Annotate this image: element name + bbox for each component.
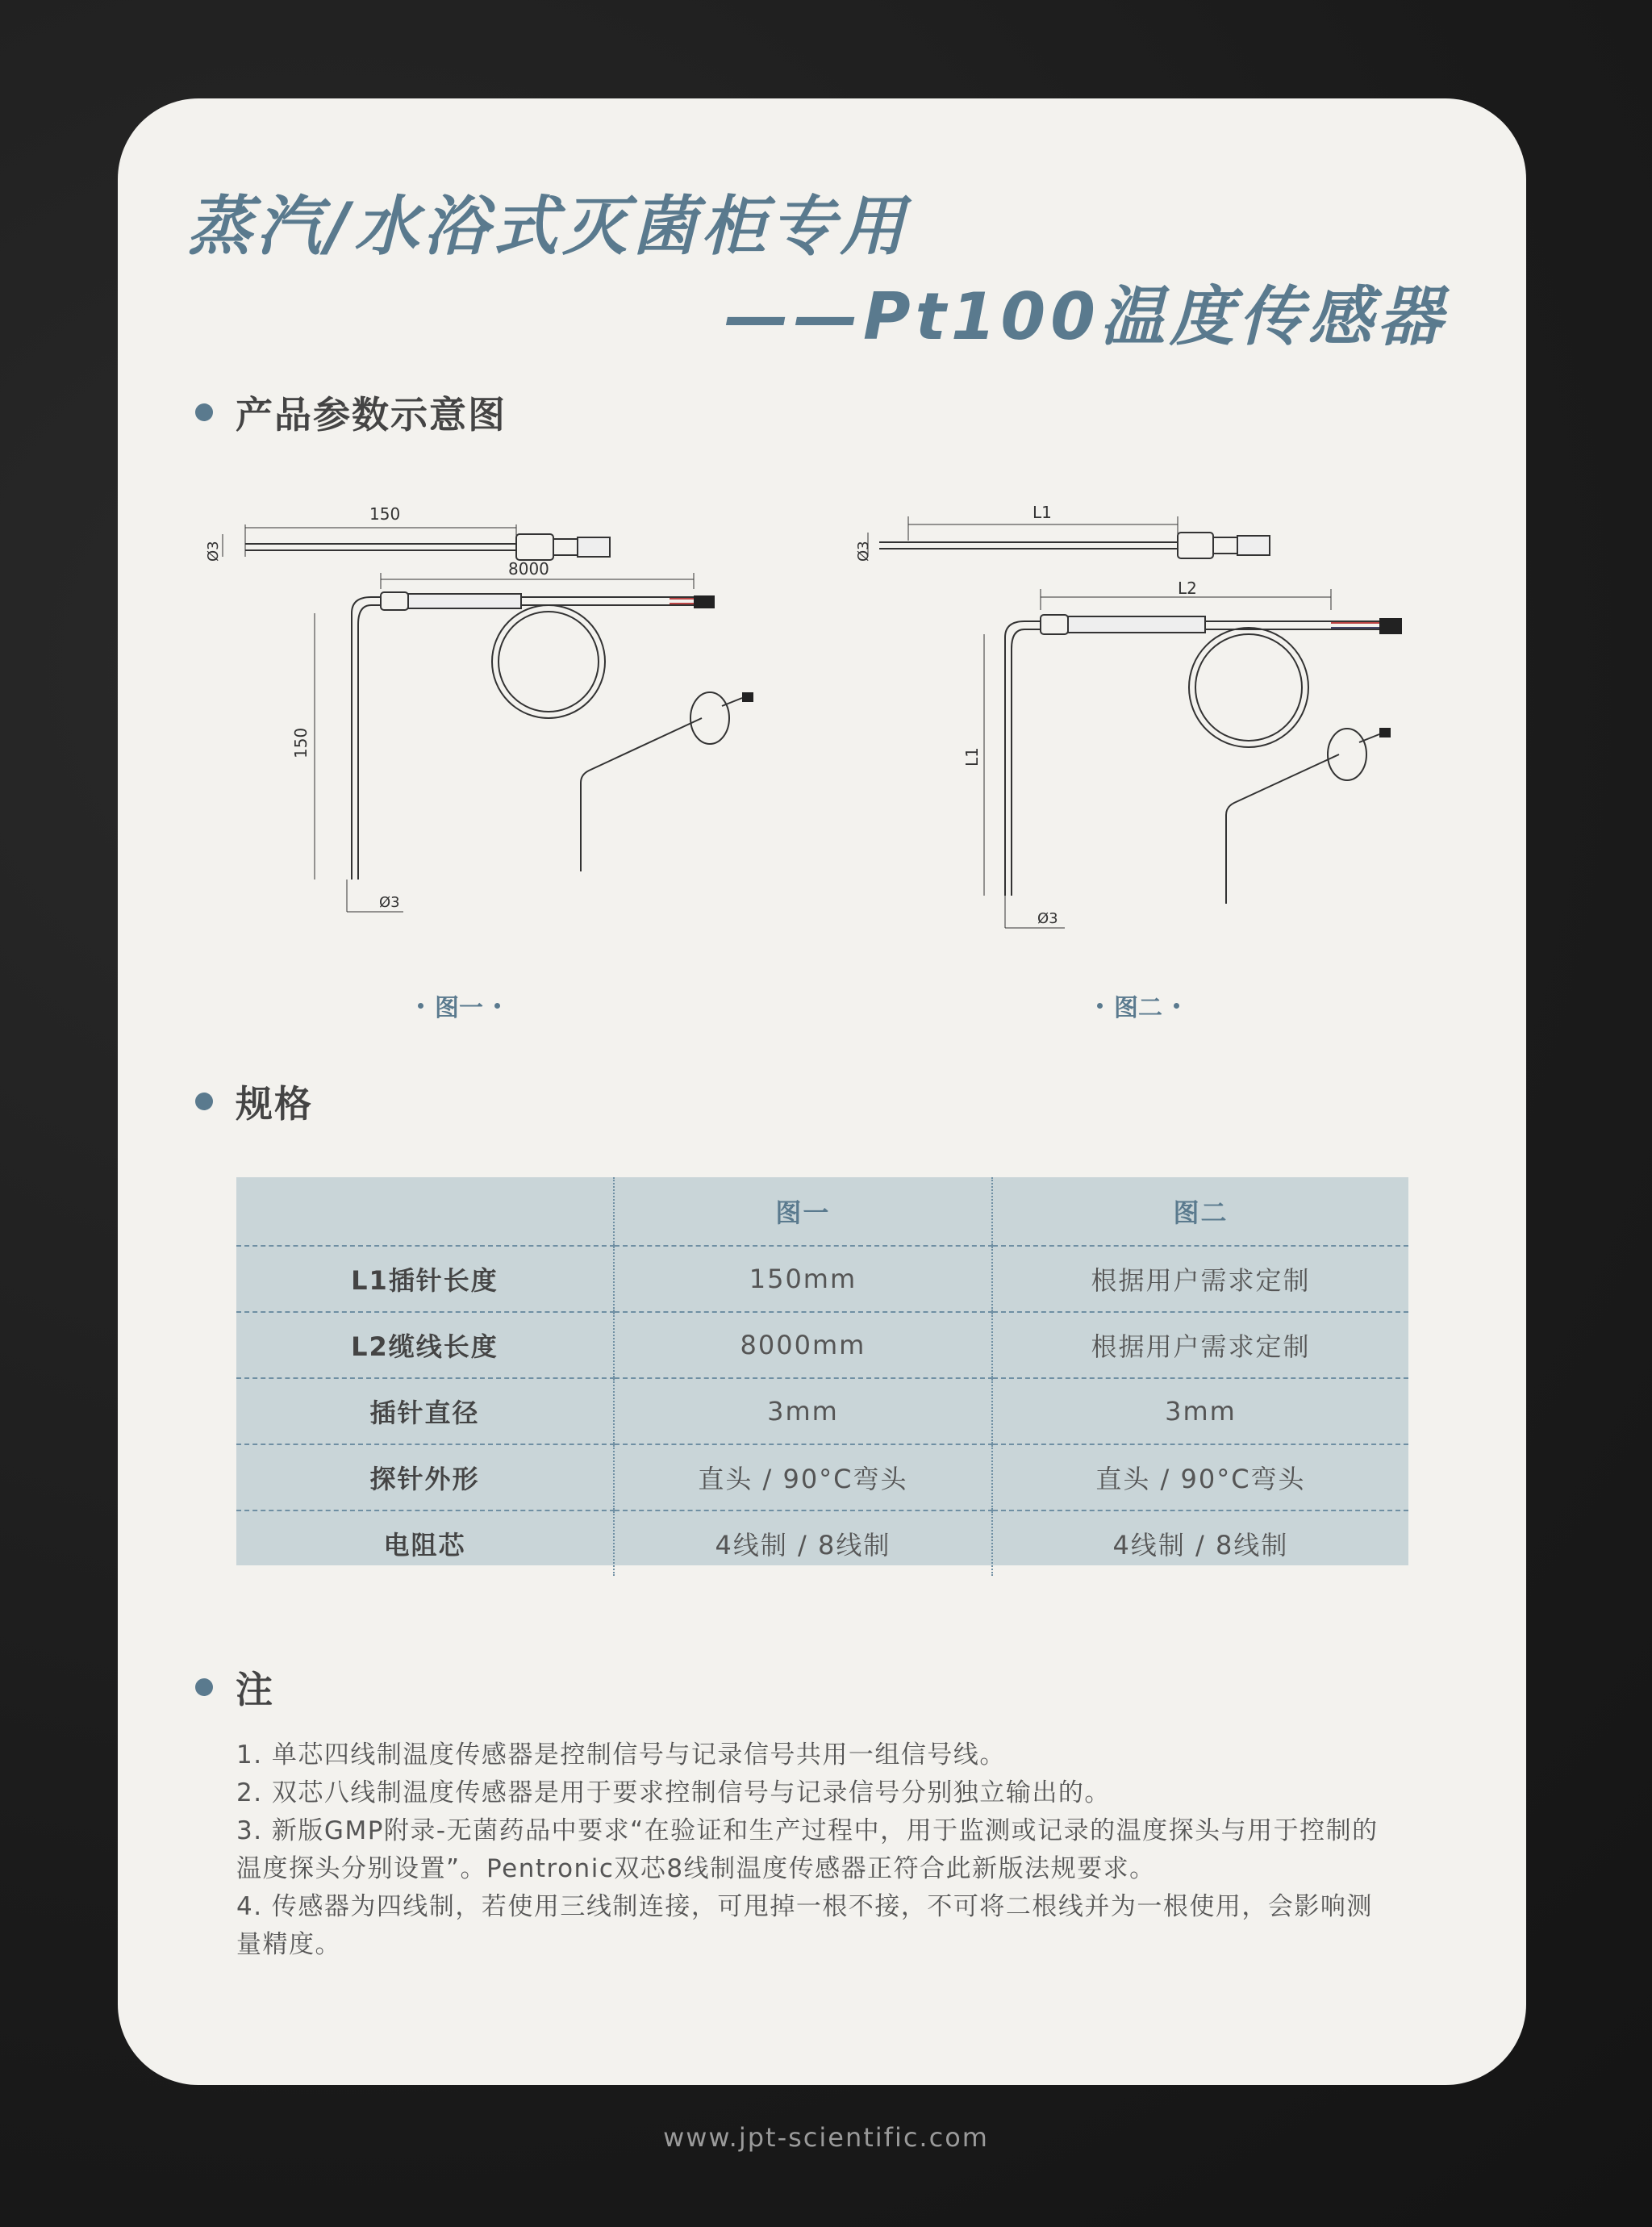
fig1-dim-diameter-bottom: Ø3 [379, 894, 400, 911]
fig2-dim-cable-length: L2 [1178, 579, 1197, 598]
fig1-dim-cable-length: 8000 [508, 559, 549, 579]
spec-row-label: L2缆线长度 [236, 1312, 614, 1378]
figure-1-drawing [194, 476, 774, 944]
table-row [236, 1378, 1408, 1444]
note-item: 2. 双芯八线制温度传感器是用于要求控制信号与记录信号分别独立输出的。 [236, 1778, 1111, 1807]
fig2-dim-vertical: L1 [962, 747, 982, 767]
spec-header-fig2: 图二 [992, 1177, 1408, 1246]
footer-website[interactable]: www.jpt-scientific.com [663, 2122, 989, 2153]
spec-cell: 根据用户需求定制 [992, 1246, 1408, 1312]
spec-row-label: L1插针长度 [236, 1246, 614, 1312]
section-header-notes [195, 1661, 274, 1714]
fig1-dim-diameter-top: Ø3 [205, 541, 222, 562]
spec-row-label: 探针外形 [236, 1444, 614, 1510]
bullet-dot [195, 1093, 213, 1110]
figure-2-caption: 图二 [1097, 988, 1179, 1023]
bullet-dot [195, 1678, 213, 1696]
figure-2-drawing [847, 476, 1444, 944]
notes-list [236, 1736, 1390, 1964]
spec-cell: 150mm [614, 1246, 992, 1312]
title-line-2: ——Pt100温度传感器 [724, 279, 1447, 354]
spec-cell: 根据用户需求定制 [992, 1312, 1408, 1378]
spec-cell: 直头 / 90°C弯头 [614, 1444, 992, 1510]
section-header-diagram [195, 386, 507, 439]
spec-cell: 4线制 / 8线制 [992, 1510, 1408, 1576]
spec-cell: 3mm [614, 1378, 992, 1444]
figure-1-caption: 图一 [418, 988, 500, 1023]
spec-header-fig1: 图一 [614, 1177, 992, 1246]
title-line-1: 蒸汽/水浴式灭菌柜专用 [187, 189, 910, 264]
table-row [236, 1510, 1408, 1576]
spec-row-label: 插针直径 [236, 1378, 614, 1444]
spec-cell: 4线制 / 8线制 [614, 1510, 992, 1576]
spec-header-row [236, 1177, 1408, 1246]
fig1-dim-vertical: 150 [291, 727, 311, 758]
section-title-notes: 注 [236, 1668, 274, 1711]
spec-row-label: 电阻芯 [236, 1510, 614, 1576]
note-item: 3. 新版GMP附录-无菌药品中要求“在验证和生产过程中，用于监测或记录的温度探头与用于控制的温度探头分别设置”。Pentronic双芯8线制温度传感器正符合此新版法规要求。 [236, 1816, 1379, 1883]
fig2-dim-diameter-top: Ø3 [855, 541, 872, 562]
note-item: 1. 单芯四线制温度传感器是控制信号与记录信号共用一组信号线。 [236, 1740, 1006, 1769]
spec-table [236, 1177, 1408, 1565]
spec-header-empty [236, 1177, 614, 1246]
fig2-dim-diameter-bottom: Ø3 [1037, 910, 1058, 927]
section-title-spec: 规格 [236, 1082, 313, 1126]
section-title-diagram: 产品参数示意图 [236, 393, 507, 437]
fig2-dim-probe-length: L1 [1032, 503, 1052, 522]
fig1-dim-probe-length: 150 [369, 504, 401, 524]
bullet-dot [195, 403, 213, 421]
spec-cell: 3mm [992, 1378, 1408, 1444]
table-row [236, 1444, 1408, 1510]
section-header-spec [195, 1075, 313, 1128]
table-row [236, 1312, 1408, 1378]
note-item: 4. 传感器为四线制，若使用三线制连接，可甩掉一根不接，不可将二根线并为一根使用，会影响测量精度。 [236, 1892, 1373, 1959]
table-row [236, 1246, 1408, 1312]
spec-cell: 直头 / 90°C弯头 [992, 1444, 1408, 1510]
spec-cell: 8000mm [614, 1312, 992, 1378]
